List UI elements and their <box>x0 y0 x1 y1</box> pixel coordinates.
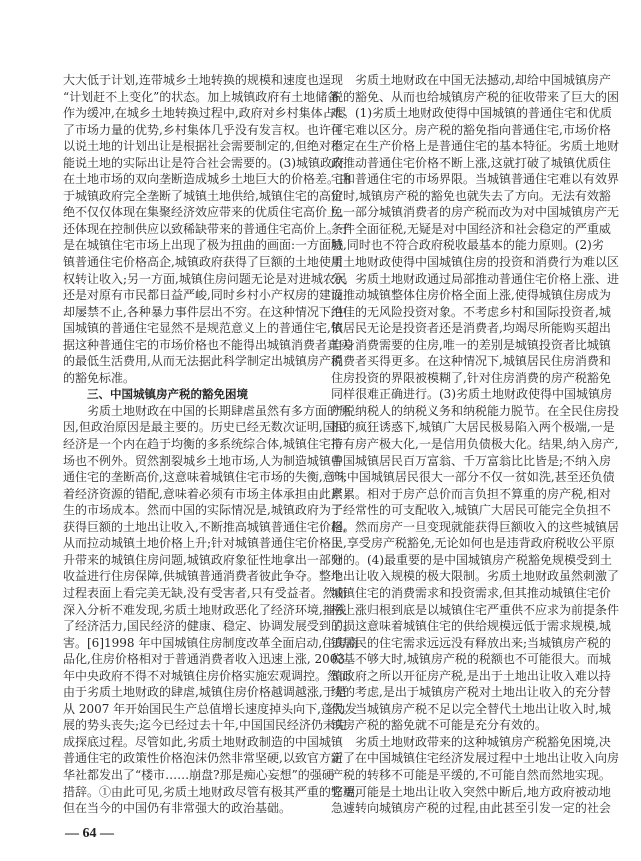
page-number: — 64 — <box>65 826 114 841</box>
text-line: 胁,同时也不符合政府税收最基本的能力原则。(2)劣 <box>331 238 604 253</box>
right-text-column <box>331 72 620 817</box>
text-line: 政推动普通住宅价格不断上涨,这就打破了城镇优质住 <box>331 155 611 170</box>
text-line: 大大低于计划,连带城乡土地转换的规模和速度也逞现 <box>63 73 343 87</box>
text-line: 了市场力量的优势,乡村集体几乎没有发言权。也许可 <box>63 122 343 137</box>
text-line: 升带来的城镇住房问题,城镇政府象征性地拿出一部分 <box>63 552 343 567</box>
text-line: 在土地市场的双向垄断造成城乡土地巨大的价格差。由 <box>63 172 352 187</box>
text-line: 还是对原有市民都日益严峻,同时乡村小产权房的建设 <box>63 288 343 303</box>
text-line: 通住宅的垄断高价,这意味着城镇住宅市场的失衡,意味 <box>63 470 347 485</box>
text-line: 产税的转移不可能是平缓的,不可能自然而然地实现。 <box>331 767 611 782</box>
text-line: 着经济资源的错配,意味着必须有市场主体承担由此产 <box>63 486 343 501</box>
text-line: 年中央政府不得不对城镇住房价格实施宏观调控。然而 <box>63 668 352 683</box>
text-line: 国城镇的普通住宅显然不是规范意义上的普通住宅,依 <box>63 321 343 336</box>
text-line: 于城镇政府完全垄断了城镇土地供给,城镇住宅的高价 <box>63 188 343 203</box>
text-line: “计划赶不上变化”的状态。加上城镇政府有土地储备 <box>63 89 340 104</box>
text-line: 城镇住宅的消费需求和投资需求,但其推动城镇住宅价 <box>331 585 611 600</box>
text-line: 镇普通住宅价格高企,城镇政府获得了巨额的土地使用 <box>63 255 343 270</box>
text-line: 于经常性的可支配收入,城镇广大居民可能完全负担不 <box>331 503 611 518</box>
text-line: 权转让收入;另一方面,城镇住房问题无论是对进城农民 <box>63 271 347 286</box>
text-line: 则的。(4)最重要的是中国城镇房产税豁免规模受到土 <box>331 552 613 567</box>
text-line: 地出让收入规模的极大限制。劣质土地财政虽然刺激了 <box>331 569 620 584</box>
text-line: 定了在中国城镇住宅经济发展过程中土地出让收入向房 <box>331 751 620 766</box>
text-line: 镇居民的住宅需求远远没有释放出来;当城镇房产税的 <box>331 635 612 650</box>
text-line: 据这种普通住宅的市场价格也不能得出城镇消费者真实 <box>63 337 352 352</box>
text-line: 消费者买得更多。在这种情况下,城镇居民住房消费和 <box>331 354 611 369</box>
text-line: 定时,城镇房产税的豁免也就失去了方向。无法有效豁 <box>331 188 611 203</box>
text-line: 绝佳的无风险投资对象。不考虑乡村和国际投资者,城 <box>331 304 611 319</box>
text-line: 税基不够大时,城镇房产税的税额也不可能很大。而城 <box>331 652 611 667</box>
text-line: 过程表面上看完美无缺,没有受害者,只有受益者。然而 <box>63 585 347 600</box>
text-line: 深入分析不难发现,劣质土地财政恶化了经济环境,摧残 <box>63 602 347 617</box>
text-line: 持有房产极大化,一是信用负债极大化。结果,纳入房产, <box>331 437 619 452</box>
text-line: 还体现在控制供应以致稀缺带来的普通住宅高价上。于 <box>63 221 352 236</box>
text-line: 措辞。①由此可见,劣质土地财政尽管有极其严重的弊端, <box>63 784 359 799</box>
text-line: 了经济活力,国民经济的健康、稳定、协调发展受到了损 <box>63 619 355 634</box>
text-line: 税的豁免、从而也给城镇房产税的征收带来了巨大的困 <box>331 89 620 104</box>
text-line: 作为缓冲,在城乡土地转换过程中,政府对乡村集体占尽 <box>63 106 347 121</box>
text-line: 住宅难以区分。房产税的豁免指向普通住宅,市场价格 <box>331 122 611 137</box>
text-line: 自身消费需要的住房,唯一的差别是城镇投资者比城镇 <box>331 337 611 352</box>
text-line: 获得巨额的土地出让收入,不断推高城镇普通住宅价格, <box>63 519 347 534</box>
text-line: 同样很难正确进行。(3)劣质土地财政使得中国城镇房 <box>331 387 613 402</box>
text-line: 累累。相对于房产总价而言负担不算重的房产税,相对 <box>331 486 611 501</box>
text-line: 因,但政治原因是最主要的。历史已经无数次证明,国民 <box>63 420 347 435</box>
text-line: 免一部分城镇消费者的房产税而改为对中国城镇房产无 <box>331 205 620 220</box>
text-line: 的。这意味着城镇住宅的供给规模远低于需求规模,城 <box>331 619 611 634</box>
text-line: 产,中国城镇居民很大一部分不仅一贫如洗,甚至还负债 <box>331 470 615 485</box>
text-line: 分。劣质土地财政通过局部推动普通住宅价格上涨、进 <box>331 271 620 286</box>
text-line: 稳定在生产价格上是普通住宅的基本特征。劣质土地财 <box>331 139 620 154</box>
text-line: 从 2007 年开始国民生产总值增长速度掉头向下,蓬勃发 <box>63 701 357 716</box>
text-line: 起。然而房产一旦变现就能获得巨额收入的这些城镇居 <box>331 519 620 534</box>
text-line: 劣质土地财政在中国的长期肆虐虽然有多方面的原 <box>87 403 352 418</box>
text-line: 展的势头丧失;迄今已经过去十年,中国国民经济仍未完 <box>63 718 347 733</box>
text-line: 成探底过程。尽管如此,劣质土地财政制造的中国城镇 <box>63 734 343 749</box>
left-text-column <box>63 72 359 817</box>
text-line: 是在城镇住宅市场上出现了极为扭曲的画面:一方面城 <box>63 238 344 253</box>
text-line: 它更可能是土地出让收入突然中断后,地方政府被动地 <box>331 784 611 799</box>
text-line: 收益进行住房保障,供城镇普通消费者彼此争夺。整个 <box>63 569 343 584</box>
text-line: 机的疯狂诱惑下,城镇广大居民极易陷入两个极端,一是 <box>331 420 615 435</box>
text-line: 镇政府之所以开征房产税,是出于土地出让收入难以持 <box>331 668 611 683</box>
text-line: 民,享受房产税豁免,无论如何也是违背政府税收公平原 <box>331 536 615 551</box>
text-line: 镇房产税的豁免就不可能是充分有效的。 <box>331 718 548 733</box>
text-line: 产税纳税人的纳税义务和纳税能力脱节。在全民住房投 <box>331 403 620 418</box>
text-line: 宅和普通住宅的市场界限。当城镇普通住宅难以有效界 <box>331 172 620 187</box>
text-line: 代。当城镇房产税不足以完全替代土地出让收入时,城 <box>331 701 611 716</box>
text-line: 生的市场成本。然而中国的实际情况是,城镇政府为了 <box>63 503 343 518</box>
text-line: 的最低生活费用,从而无法据此科学制定出城镇房产税 <box>63 354 343 369</box>
text-line: 场也不例外。贸然割裂城乡土地市场,人为制造城镇普 <box>63 453 343 468</box>
text-line: 害。[6]1998 年中国城镇住房制度改革全面启动,住房商 <box>63 635 359 650</box>
text-line: 华社都发出了“楼市……崩盘?那是痴心妄想”的强硬 <box>63 767 334 782</box>
text-line: 由于劣质土地财政的肆虐,城镇住房价格越调越涨,于是 <box>63 685 347 700</box>
text-line: 绝不仅仅体现在集聚经济效应带来的优质住宅高价上, <box>63 205 343 220</box>
text-line: 品化,住房价格相对于普通消费者收入迅速上涨, 2003 <box>63 652 345 667</box>
text-line: 劣质土地财政在中国无法撼动,却给中国城镇房产 <box>355 73 611 87</box>
text-line: 住房投资的界限被模糊了,针对住房消费的房产税豁免 <box>331 370 611 385</box>
text-line: 普通住宅的政策性价格泡沫仍然非常坚硬,以致官方新 <box>63 751 343 766</box>
text-line: 镇居民无论是投资者还是消费者,均竭尽所能购买超出 <box>331 321 611 336</box>
text-line: 续的考虑,是出于城镇房产税对土地出让收入的充分替 <box>331 685 611 700</box>
text-line: 中国城镇居民百万富翁、千万富翁比比皆是;不纳入房 <box>331 453 612 468</box>
text-line: 以说土地的计划出让是根据社会需要制定的,但绝对不 <box>63 139 343 154</box>
text-line: 劣质土地财政带来的这种城镇房产税豁免困境,决 <box>355 734 611 749</box>
text-line: 却屡禁不止,各种暴力事件层出不穷。在这种情况下,中 <box>63 304 347 319</box>
text-line: 能说土地的实际出让是符合社会需要的。(3)城镇政府 <box>63 155 345 170</box>
text-line: 但在当今的中国仍有非常强大的政治基础。 <box>63 801 292 816</box>
section-heading: 三、中国城镇房产税的豁免困境 <box>87 387 248 402</box>
text-line: 而推动城镇整体住房价格全面上涨,使得城镇住房成为 <box>331 288 611 303</box>
text-line: 的豁免标准。 <box>63 370 136 385</box>
text-line: 急遽转向城镇房产税的过程,由此甚至引发一定的社会 <box>331 801 611 816</box>
text-line: 从而拉动城镇土地价格上升;针对城镇普通住宅价格上 <box>63 536 344 551</box>
text-line: 难。(1)劣质土地财政使得中国城镇的普通住宅和优质 <box>331 106 613 121</box>
text-line: 经济是一个内在趋于均衡的多系统综合体,城镇住宅市 <box>63 437 343 452</box>
text-line: 格上涨归根到底是以城镇住宅严重供不应求为前提条件 <box>331 602 620 617</box>
text-line: 条件全面征税,无疑是对中国经济和社会稳定的严重威 <box>331 221 611 236</box>
text-line: 质土地财政使得中国城镇住房的投资和消费行为难以区 <box>331 255 620 270</box>
